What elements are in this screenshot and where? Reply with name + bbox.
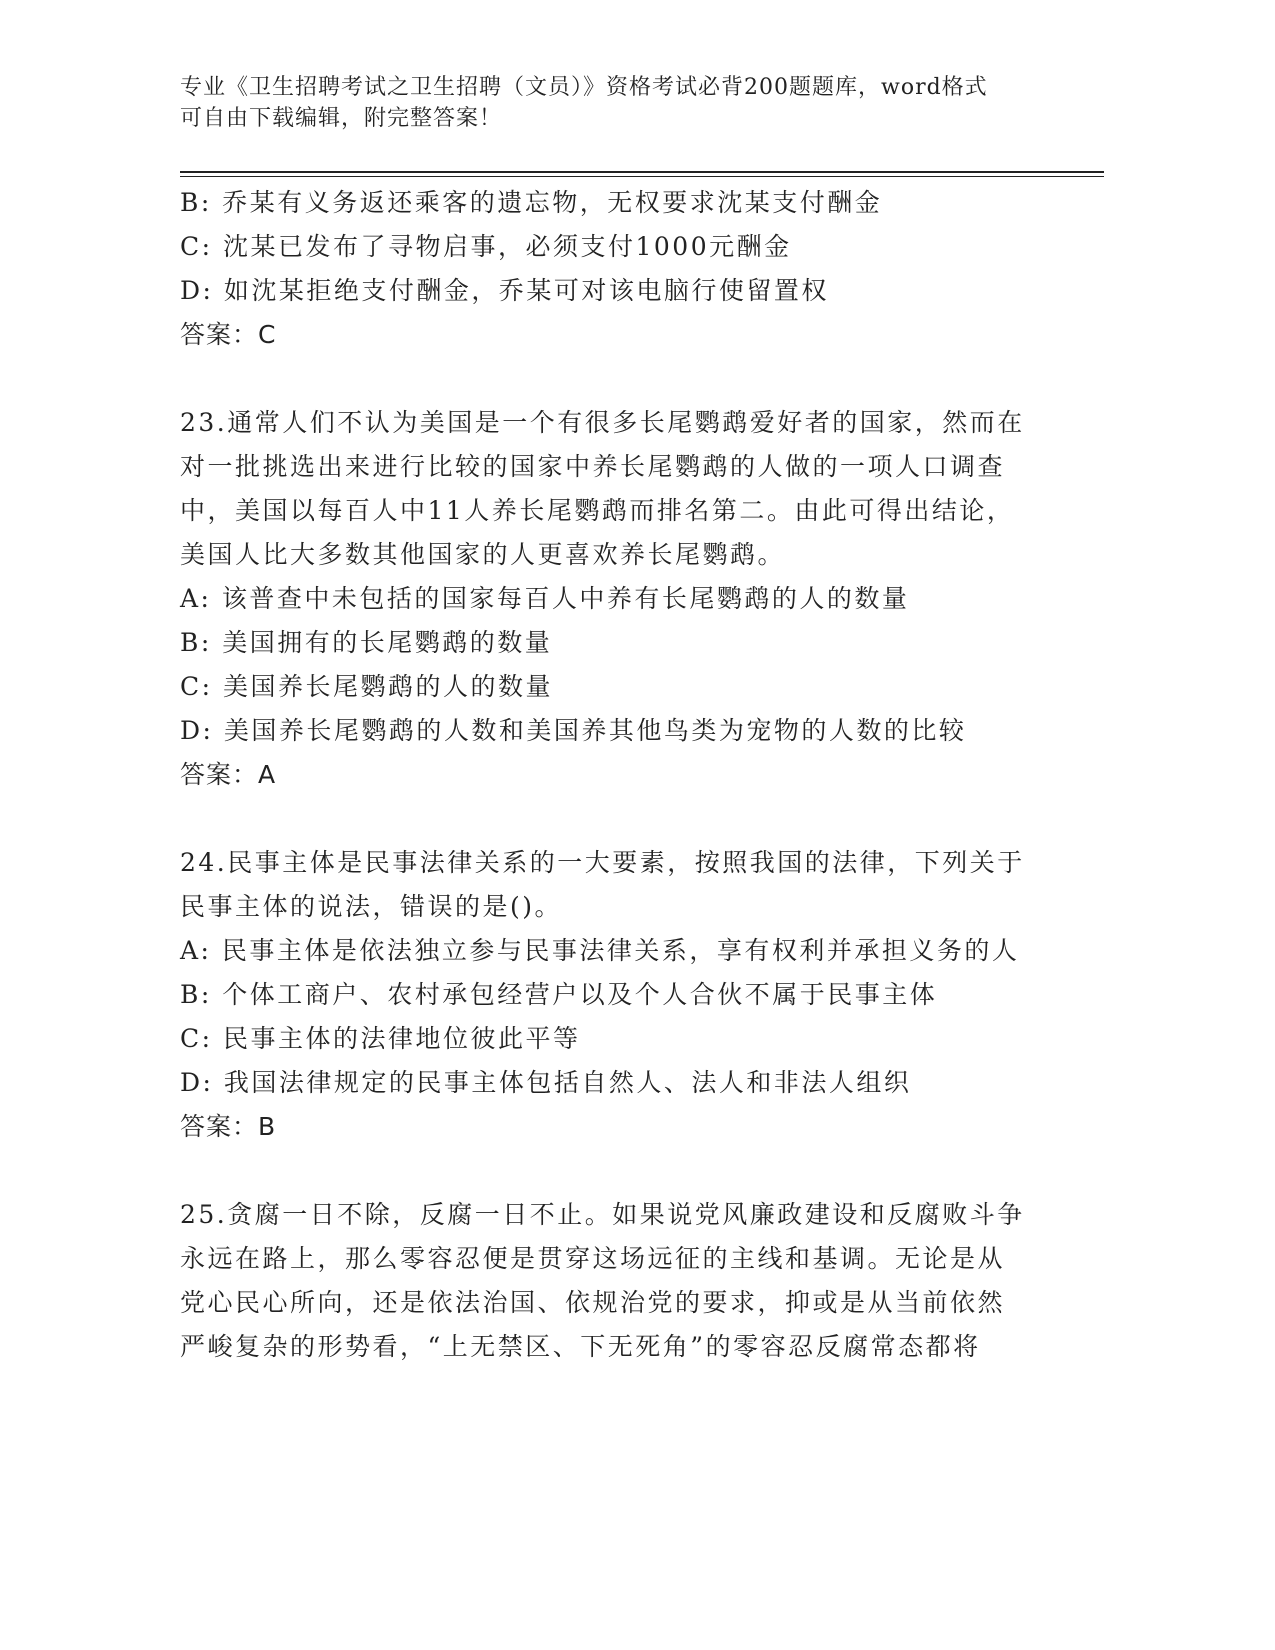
question-stem-line: 对一批挑选出来进行比较的国家中养长尾鹦鹉的人做的一项人口调查 xyxy=(180,452,1006,481)
option-d: D: 如沈某拒绝支付酬金，乔某可对该电脑行使留置权 xyxy=(180,276,829,305)
header-rule-thin xyxy=(180,176,1104,177)
question-stem-line: 严峻复杂的形势看，“上无禁区、下无死角”的零容忍反腐常态都将 xyxy=(180,1332,981,1361)
question-23 xyxy=(180,401,1040,797)
question-25 xyxy=(180,1193,1040,1369)
question-stem-line: 党心民心所向，还是依法治国、依规治党的要求，抑或是从当前依然 xyxy=(180,1288,1006,1317)
header-line-1: 专业《卫生招聘考试之卫生招聘（文员）》资格考试必背200题题库，word格式 xyxy=(180,75,988,100)
answer: 答案：C xyxy=(180,320,277,349)
answer: 答案：A xyxy=(180,760,277,789)
question-stem-line: 永远在路上，那么零容忍便是贯穿这场远征的主线和基调。无论是从 xyxy=(180,1244,1006,1273)
option-d: D: 美国养长尾鹦鹉的人数和美国养其他鸟类为宠物的人数的比较 xyxy=(180,716,967,745)
question-24 xyxy=(180,841,1040,1149)
question-stem-line: 民事主体的说法，错误的是()。 xyxy=(180,892,563,921)
option-b: B: 个体工商户、农村承包经营户以及个人合伙不属于民事主体 xyxy=(180,980,938,1009)
document-header xyxy=(180,72,1040,134)
question-stem-line: 中，美国以每百人中11人养长尾鹦鹉而排名第二。由此可得出结论， xyxy=(180,496,1015,525)
question-stem-line: 美国人比大多数其他国家的人更喜欢养长尾鹦鹉。 xyxy=(180,540,786,569)
option-d: D: 我国法律规定的民事主体包括自然人、法人和非法人组织 xyxy=(180,1068,912,1097)
question-stem-line: 25.贪腐一日不除，反腐一日不止。如果说党风廉政建设和反腐败斗争 xyxy=(180,1200,1025,1229)
question-22-continued xyxy=(180,181,1040,357)
question-stem-line: 23.通常人们不认为美国是一个有很多长尾鹦鹉爱好者的国家，然而在 xyxy=(180,408,1025,437)
option-b: B: 乔某有义务返还乘客的遗忘物，无权要求沈某支付酬金 xyxy=(180,188,883,217)
option-a: A: 该普查中未包括的国家每百人中养有长尾鹦鹉的人的数量 xyxy=(180,584,910,613)
question-content xyxy=(180,181,1040,1369)
question-stem-line: 24.民事主体是民事法律关系的一大要素，按照我国的法律，下列关于 xyxy=(180,848,1025,877)
option-c: C: 沈某已发布了寻物启事，必须支付1000元酬金 xyxy=(180,232,792,261)
option-c: C: 美国养长尾鹦鹉的人的数量 xyxy=(180,672,553,701)
option-b: B: 美国拥有的长尾鹦鹉的数量 xyxy=(180,628,553,657)
option-c: C: 民事主体的法律地位彼此平等 xyxy=(180,1024,581,1053)
header-rule-thick xyxy=(180,171,1104,173)
header-line-2: 可自由下载编辑，附完整答案！ xyxy=(180,106,503,131)
option-a: A: 民事主体是依法独立参与民事法律关系，享有权利并承担义务的人 xyxy=(180,936,1020,965)
answer: 答案：B xyxy=(180,1112,277,1141)
